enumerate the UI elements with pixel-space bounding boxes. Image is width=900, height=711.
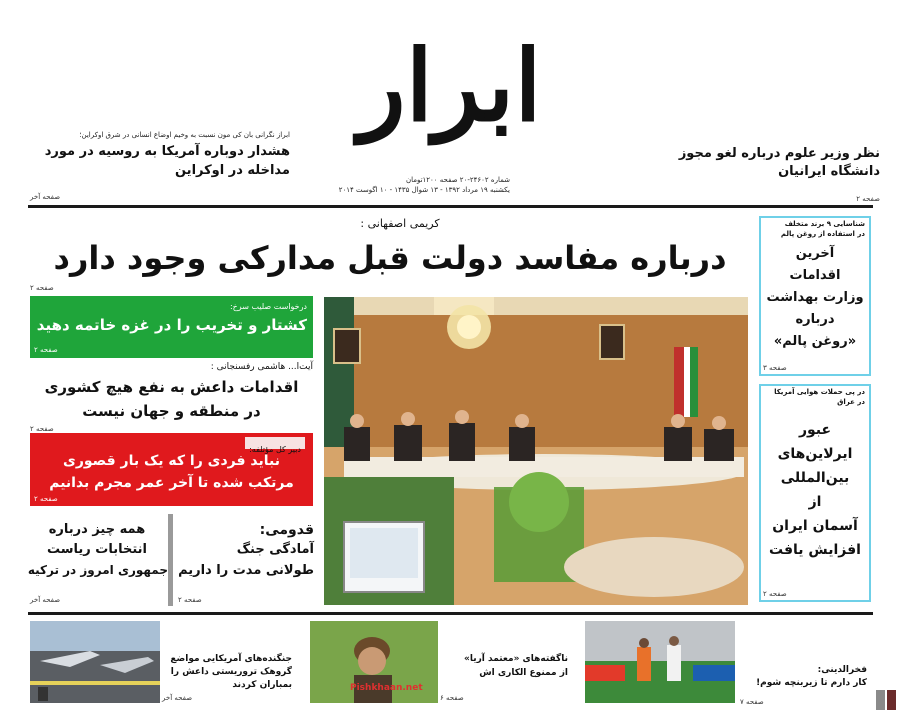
bottom-1-headline-2[interactable]: گروهک تروریستی داعش را: [170, 667, 292, 677]
turkey-headline-3[interactable]: جمهوری امروز در ترکیه: [27, 563, 168, 577]
column-divider: [168, 514, 173, 606]
meeting-scene-graphic: [324, 297, 748, 605]
issue-line: شماره ۲۴۶۰۲-۲۰ صفحه ۱۲۰۰تومان: [405, 176, 510, 184]
flights-box[interactable]: [759, 384, 871, 602]
flights-headline-5: آسمان ایران: [772, 518, 858, 534]
flights-page: صفحه ۲: [763, 590, 787, 598]
turkey-headline-1[interactable]: همه چیز درباره: [48, 522, 146, 537]
bottom-2-headline-2[interactable]: از ممنوع الکاری اش: [479, 668, 568, 678]
main-kicker: کریمی اصفهانی :: [360, 217, 440, 230]
green-box-headline: کشتار و تخریب را در غزه خاتمه دهید: [36, 316, 307, 334]
green-box-kicker: درخواست صلیب سرخ:: [229, 302, 307, 311]
bottom-2-page: صفحه ۶: [440, 694, 464, 702]
ghodoumi-headline-2[interactable]: آمادگی جنگ: [236, 542, 314, 557]
flights-headline-1: عبور: [798, 422, 832, 438]
turkey-headline-2[interactable]: انتخابات ریاست: [46, 542, 148, 557]
palm-headline-3: وزارت بهداشت: [766, 290, 864, 305]
palm-headline-1: آخرین: [795, 246, 835, 261]
bottom-2-headline-1[interactable]: ناگفته‌های «معتمد آریا»: [464, 654, 568, 664]
red-box-headline-2: مرتکب شده تا آخر عمر مجرم بدانیم: [49, 475, 294, 491]
daesh-headline-1[interactable]: اقدامات داعش به نفع هیچ کشوری: [44, 378, 299, 396]
palm-headline-5: «روغن پالم»: [773, 334, 857, 349]
top-rule: [28, 205, 873, 208]
bottom-1-page: صفحه آخر: [162, 694, 193, 702]
ghodoumi-page: صفحه ۲: [178, 596, 202, 604]
carrier-jets-graphic: [30, 621, 160, 703]
teaser-left-kicker: ابراز نگرانی بان کی مون نسبت به وخیم اوضاع انسانی در شرق اوکراین؛: [79, 131, 290, 139]
bottom-rule: [28, 612, 873, 615]
main-page: صفحه ۲: [30, 284, 54, 292]
photo-watermark: Pishkhaan.net: [350, 683, 423, 693]
flights-headline-3: بین‌المللی: [780, 470, 850, 486]
green-box[interactable]: [30, 296, 313, 358]
daesh-page: صفحه ۲: [30, 425, 54, 433]
red-box-headline-1: نباید فردی را که یک بار قصوری: [63, 453, 280, 469]
bottom-1-headline-1[interactable]: جنگنده‌های آمریکایی مواضع: [170, 654, 292, 664]
flights-headline-4: از: [808, 494, 822, 510]
teaser-right-headline-1[interactable]: نظر وزیر علوم درباره لغو مجوز: [678, 146, 880, 161]
red-box-page: صفحه ۲: [34, 495, 58, 503]
bottom-3-headline-2[interactable]: کار دارم تا زیربنچه شوم!: [756, 678, 867, 688]
bottom-3-headline-1[interactable]: فخرالدینی:: [817, 665, 867, 675]
daesh-headline-2[interactable]: در منطقه و جهان نیست: [82, 402, 261, 420]
masthead-logo: ابرار: [358, 29, 542, 144]
teaser-left-headline-2[interactable]: مداخله در اوکراین: [174, 163, 290, 178]
bottom-photo-jets[interactable]: [30, 621, 160, 703]
teaser-left-page: صفحه آخر: [30, 193, 61, 201]
green-box-page: صفحه ۲: [34, 346, 58, 354]
palm-kicker-1: شناسایی ۹ برند متخلف: [784, 220, 865, 228]
red-box-kicker-tag: [245, 437, 305, 454]
main-photo[interactable]: [324, 297, 748, 605]
ghodoumi-headline-1[interactable]: قدومی:: [259, 522, 314, 538]
flights-headline-6: افزایش یافت: [769, 542, 861, 558]
bottom-photo-football[interactable]: [585, 621, 735, 703]
bottom-3-page: صفحه ۷: [740, 698, 764, 706]
flights-kicker-2: در عراق: [837, 398, 865, 406]
bottom-1-headline-3[interactable]: بمباران کردند: [232, 680, 292, 690]
flights-kicker-1: در پی حملات هوایی آمریکا: [774, 388, 865, 396]
palm-kicker-2: در استفاده از روغن پالم: [780, 230, 865, 238]
corner-swatch-gray: [876, 690, 885, 710]
flights-headline-2: ایرلاین‌های: [777, 446, 853, 462]
red-box[interactable]: [30, 433, 313, 506]
date-line: یکشنبه ۱۹ مرداد ۱۳۹۲ - ۱۳ شوال ۱۴۳۵ - ۱۰ اگوست ۲۰۱۴: [338, 186, 510, 194]
teaser-right-page: صفحه ۲: [856, 195, 880, 203]
palm-page: صفحه ۳: [763, 364, 787, 372]
palm-headline-2: اقدامات: [789, 268, 841, 283]
turkey-page: صفحه آخر: [30, 596, 61, 604]
red-box-kicker: دبیر کل مؤتلفه:: [249, 445, 301, 454]
teaser-left-headline-1[interactable]: هشدار دوباره آمریکا به روسیه در مورد: [44, 144, 290, 159]
corner-swatch-brown: [887, 690, 896, 710]
main-headline[interactable]: درباره مفاسد دولت قبل مدارکی وجود دارد: [53, 239, 727, 277]
daesh-kicker: آیت‌ا... هاشمی رفسنجانی :: [210, 362, 313, 372]
football-match-graphic: [585, 621, 735, 703]
ghodoumi-headline-3[interactable]: طولانی مدت را داریم: [178, 563, 314, 578]
palm-box[interactable]: [759, 216, 871, 376]
teaser-right-headline-2[interactable]: دانشگاه ایرانیان: [778, 164, 880, 179]
bottom-photo-actor[interactable]: [310, 621, 438, 703]
palm-headline-4: درباره: [795, 312, 835, 327]
